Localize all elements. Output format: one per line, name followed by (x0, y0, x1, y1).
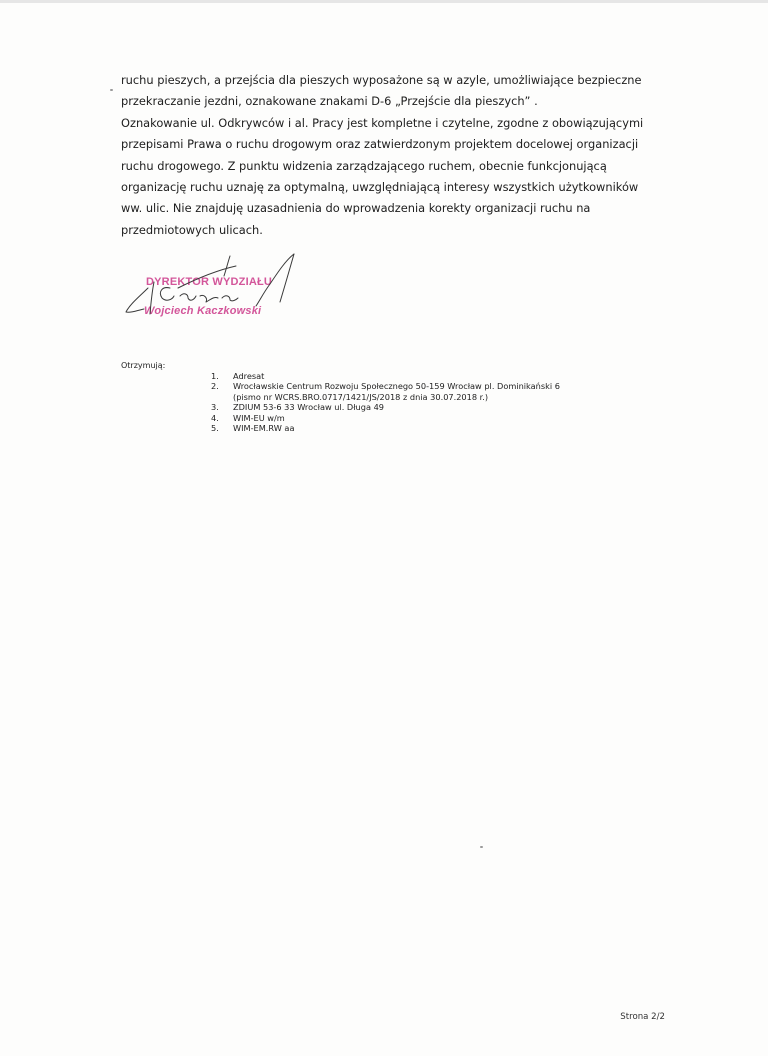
list-item-text: WIM-EM.RW aa (233, 423, 295, 434)
list-item-number: 2. (211, 381, 219, 392)
body-line: ruchu drogowego. Z punktu widzenia zarządzającego ruchem, obecnie funkcjonującą (121, 158, 607, 173)
body-line: przedmiotowych ulicach. (121, 222, 263, 237)
list-item-number: 3. (211, 402, 219, 413)
handwritten-signature-icon (118, 248, 308, 330)
body-line: organizację ruchu uznaję za optymalną, uwzględniającą interesy wszystkich użytkowników (121, 180, 639, 195)
list-item (211, 371, 631, 381)
page-number: Strona 2/2 (620, 1012, 665, 1022)
scan-speck (110, 89, 113, 91)
stamp-title: DYREKTOR WYDZIAŁU (146, 276, 273, 288)
list-item-number: 4. (211, 412, 219, 423)
signature-block (118, 248, 308, 330)
list-item (211, 402, 631, 412)
list-item-text: WIM-EU w/m (233, 412, 285, 423)
list-item-text: ZDIUM 53-6 33 Wrocław ul. Długa 49 (233, 402, 384, 413)
body-line: przepisami Prawa o ruchu drogowym oraz zatwierdzonym projektem docelowej organizacji (121, 137, 639, 152)
list-item (211, 381, 631, 391)
list-item-subtext: (pismo nr WCRS.BRO.0717/1421/JS/2018 z dnia 30.07.2018 r.) (233, 391, 489, 402)
body-text (121, 70, 651, 241)
list-item-text: Wrocławskie Centrum Rozwoju Społecznego 50-159 Wrocław pl. Dominikański 6 (233, 381, 560, 392)
recipients-list (211, 371, 631, 433)
body-line: Oznakowanie ul. Odkrywców i al. Pracy jest kompletne i czytelne, zgodne z obowiązującymi (121, 115, 644, 130)
scan-speck (480, 846, 483, 848)
body-line: przekraczanie jezdni, oznakowane znakami D-6 „Przejście dla pieszych” . (121, 94, 538, 109)
body-line: ww. ulic. Nie znajduję uzasadnienia do wprowadzenia korekty organizacji ruchu na (121, 201, 591, 216)
list-item-number: 5. (211, 423, 219, 434)
list-item-number: 1. (211, 371, 219, 381)
stamp-name: Wojciech Kaczkowski (144, 305, 262, 317)
body-line: ruchu pieszych, a przejścia dla pieszych wyposażone są w azyle, umożliwiające bezpieczne (121, 73, 642, 87)
recipients-label: Otrzymują: (121, 361, 166, 370)
scan-top-edge (0, 0, 768, 3)
list-item (211, 423, 631, 433)
list-item-text: Adresat (233, 371, 265, 381)
list-item (211, 413, 631, 423)
